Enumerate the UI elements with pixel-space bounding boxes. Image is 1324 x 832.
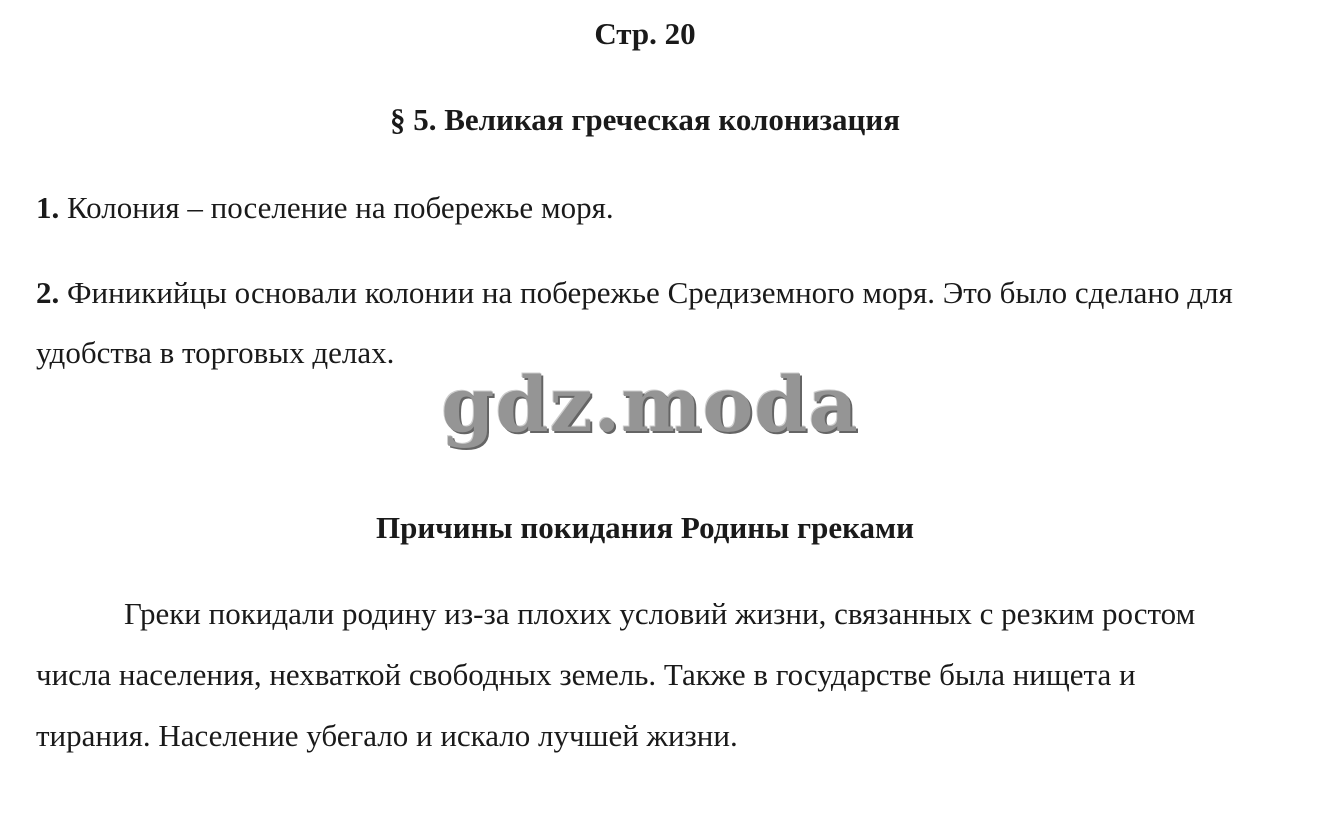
answer-1-number: 1. <box>36 190 60 225</box>
body-paragraph: Греки покидали родину из-за плохих условий жизни, связанных с резким ростом числа населения, нехваткой свободных земель. Также в государстве была нищета и тирания. Население убегало и искало лучшей жизни. <box>36 596 1196 753</box>
answer-1-text: Колония – поселение на побережье моря. <box>59 190 614 225</box>
answer-1 <box>36 178 1276 238</box>
section-title: § 5. Великая греческая колонизация <box>389 102 901 137</box>
page-number: Стр. 20 <box>594 16 696 51</box>
answer-2-number: 2. <box>36 275 60 310</box>
watermark-logo: gdz.moda <box>441 360 859 449</box>
subheading: Причины покидания Родины греками <box>376 510 914 545</box>
answer-2-text: Финикийцы основали колонии на побережье Средиземного моря. Это было сделано для удобства в торговых делах. <box>36 275 1233 370</box>
